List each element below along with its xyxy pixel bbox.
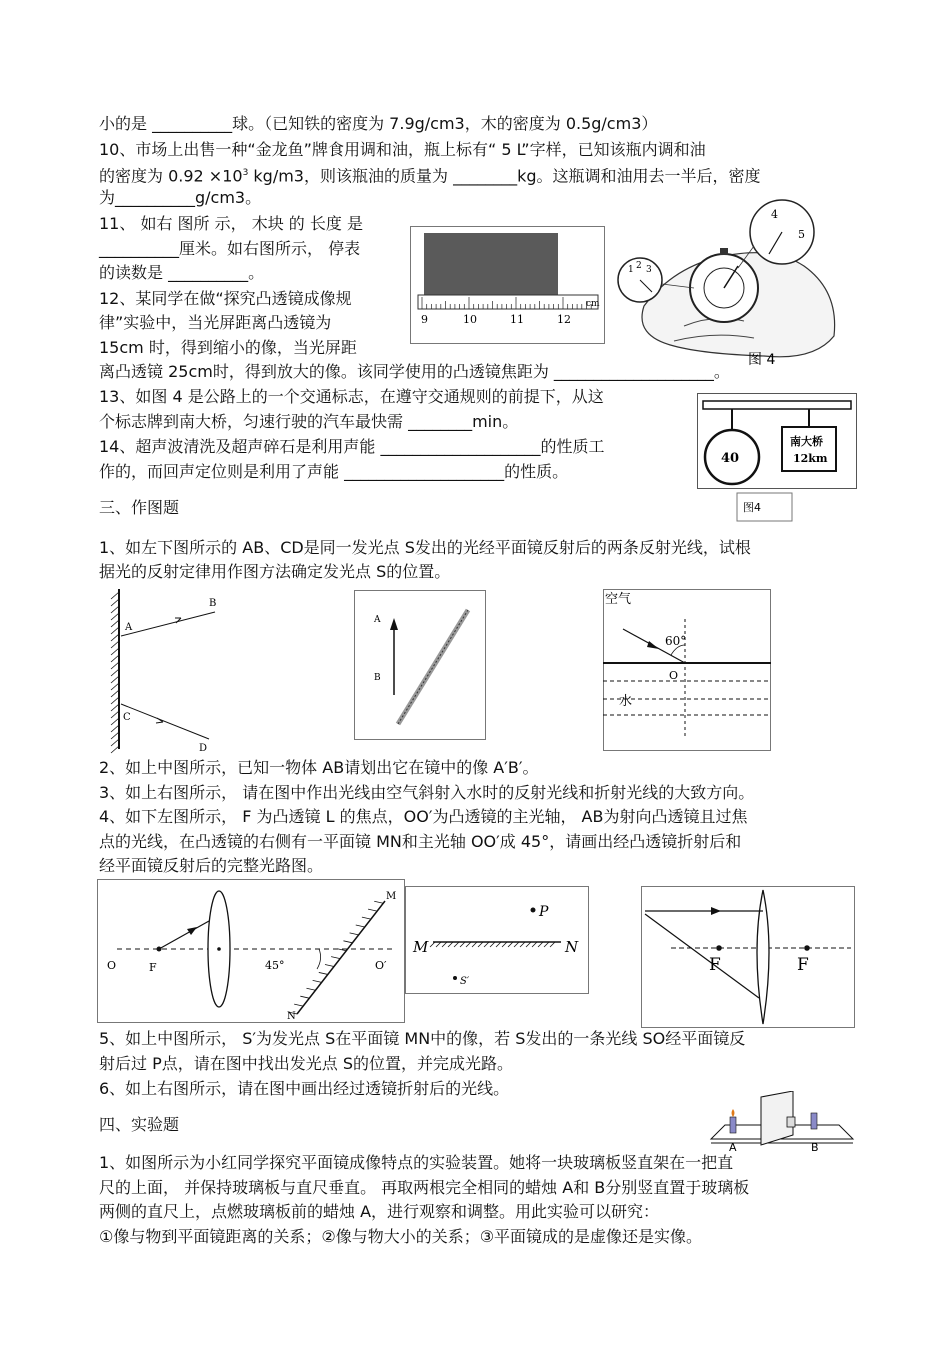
candle-label-a: A <box>729 1141 737 1153</box>
text-line-10: 15cm 时，得到缩小的像，当光屏距 <box>99 338 357 357</box>
text-line-25: 6、如上右图所示，请在图中画出经过透镜折射后的光线。 <box>99 1079 510 1098</box>
ruler-tick-12: 12 <box>557 313 571 326</box>
text-line-1: 小的是 __________球。（已知铁的密度为 7.9g/cm3，木的密度为 0.5g/cm3） <box>99 114 658 133</box>
text-line-21: 点的光线，在凸透镜的右侧有一平面镜 MN和主光轴 OO′成 45°，请画出经凸透镜折射后和 <box>99 832 742 851</box>
lens-focus-left <box>716 945 722 951</box>
speed-limit-value: 40 <box>721 451 740 466</box>
small-dial-label-2: 2 <box>636 261 642 271</box>
large-dial-label-5: 5 <box>798 228 805 241</box>
text-line-28: 两侧的直尺上，点燃玻璃板前的蜡烛 A，进行观察和调整。用此实验可以研究： <box>99 1202 660 1221</box>
text-line-20: 4、如下左图所示， F 为凸透镜 L 的焦点，OO′为凸透镜的主光轴， AB为射向凸透镜且过焦 <box>99 807 748 826</box>
label-o: O <box>107 959 117 972</box>
destination-distance: 12km <box>793 452 828 465</box>
mirror-label-n: N <box>565 938 579 956</box>
text-line-3a: 的密度为 0.92 ×10 <box>99 166 243 186</box>
small-dial-label-3: 3 <box>646 265 652 275</box>
destination-name: 南大桥 <box>790 435 823 448</box>
text-line-11: 离凸透镜 25cm时，得到放大的像。该同学使用的凸透镜焦距为 ____________________。 <box>99 362 730 381</box>
small-dial-label-1: 1 <box>628 265 634 275</box>
text-line-6: __________厘米。如右图所示， 停表 <box>99 239 361 258</box>
text-line-16: 1、如左下图所示的 AB、CD是同一发光点 S发出的光经平面镜反射后的两条反射光线，试根 <box>99 538 751 557</box>
label-o-prime: O′ <box>375 959 387 972</box>
label-a: A <box>125 622 133 633</box>
incident-ray-ab <box>159 921 209 949</box>
large-dial-label-4: 4 <box>771 208 778 221</box>
mirror-label-m: M <box>413 938 429 956</box>
label-n: N <box>287 1011 296 1022</box>
section-4-heading: 四、实验题 <box>99 1115 180 1134</box>
candle-label-b: B <box>811 1141 819 1153</box>
label-c: C <box>123 712 131 723</box>
lens-focus-right <box>804 945 810 951</box>
air-water-figure <box>603 589 771 751</box>
text-line-14: 14、超声波清洗及超声碎石是利用声能 ____________________的性质工 <box>99 437 605 456</box>
object-label-b: B <box>374 673 381 683</box>
text-line-29: ①像与物到平面镜距离的关系；②像与物大小的关系；③平面镜成的是虚像还是实像。 <box>99 1227 703 1246</box>
ray-ab <box>121 612 215 636</box>
text-line-17: 据光的反射定律用作图方法确定发光点 S的位置。 <box>99 562 451 581</box>
point-s-prime <box>453 976 457 980</box>
candle-a-flame <box>732 1109 735 1117</box>
text-line-23: 5、如上中图所示， S′为发光点 S在平面镜 MN中的像，若 S发出的一条光线 SO经平面镜反 <box>99 1029 746 1048</box>
candle-a <box>730 1117 736 1133</box>
label-b: B <box>209 598 217 609</box>
text-line-27: 尺的上面， 并保持玻璃板与直尺垂直。 再取两根完全相同的蜡烛 A和 B分别竖直置于玻璃板 <box>99 1178 750 1197</box>
text-line-7: 的读数是 __________。 <box>99 263 265 282</box>
mirror-mn <box>297 901 385 1014</box>
candle-setup-figure <box>707 1091 857 1153</box>
ray-cd <box>121 704 209 739</box>
text-line-9: 律”实验中，当光屏距离凸透镜为 <box>99 313 332 332</box>
sign-caption: 图4 <box>743 501 761 514</box>
focal-ray <box>645 914 759 998</box>
ruler-tick-9: 9 <box>421 313 428 326</box>
angle-label: 60° <box>665 634 687 648</box>
point-o-label: O <box>669 669 679 682</box>
wood-block <box>424 233 558 295</box>
figure-4-caption: 图 4 <box>748 352 776 368</box>
ruler-tick-10: 10 <box>463 313 477 326</box>
ruler-tick-11: 11 <box>510 313 524 326</box>
ruler-figure <box>410 226 605 344</box>
text-line-5: 11、 如右 图所 示， 木块 的 长度 是 <box>99 214 363 233</box>
label-45: 45° <box>265 959 285 972</box>
label-d: D <box>199 743 208 754</box>
object-label-a: A <box>374 615 381 625</box>
text-line-15: 作的，而回声定位则是利用了声能 ____________________的性质。 <box>99 462 569 481</box>
reflected-rays-figure <box>97 584 223 754</box>
traffic-sign-figure <box>697 393 857 523</box>
text-line-3b: kg/m3，则该瓶油的质量为 ________kg。这瓶调和油用去一半后，密度 <box>248 166 761 186</box>
text-line-26: 1、如图所示为小红同学探究平面镜成像特点的实验装置。她将一块玻璃板竖直架在一把直 <box>99 1153 734 1172</box>
label-f: F <box>149 961 157 974</box>
text-line-12: 13、如图 4 是公路上的一个交通标志，在遵守交通规则的前提下，从这 <box>99 387 604 406</box>
convex-lens-2 <box>757 890 769 1024</box>
water-label: 水 <box>619 694 633 709</box>
text-line-24: 射后过 P点，请在图中找出发光点 S的位置，并完成光路。 <box>99 1054 513 1073</box>
lens-focus-label-right: F <box>797 955 809 975</box>
mirror-mn-figure <box>405 886 589 994</box>
label-m: M <box>386 891 397 902</box>
text-line-2: 10、市场上出售一种“金龙鱼”牌食用调和油，瓶上标有“ 5 L”字样，已知该瓶内调和油 <box>99 140 706 159</box>
sign-crossbar <box>703 401 851 409</box>
text-line-13: 个标志牌到南大桥，匀速行驶的汽车最快需 ________min。 <box>99 412 519 431</box>
text-line-4: 为__________g/cm3。 <box>99 188 262 207</box>
text-line-3 <box>99 162 761 187</box>
label-s-prime: S′ <box>460 976 470 987</box>
ruler-body <box>418 295 598 309</box>
point-p <box>531 908 536 913</box>
text-line-8: 12、某同学在做“探究凸透镜成像规 <box>99 289 352 308</box>
air-label: 空气 <box>605 592 632 607</box>
lens-mirror-figure <box>97 879 405 1023</box>
lens-focus-label-left: F <box>709 955 721 975</box>
section-3-heading: 三、作图题 <box>99 498 180 517</box>
stopwatch-figure <box>614 196 854 376</box>
object-mirror-figure <box>354 590 486 740</box>
lens-rays-figure <box>641 886 855 1028</box>
text-line-22: 经平面镜反射后的完整光路图。 <box>99 856 324 875</box>
label-p: P <box>539 904 549 920</box>
text-line-19: 3、如上右图所示， 请在图中作出光线由空气斜射入水时的反射光线和折射光线的大致方向。 <box>99 783 755 802</box>
candle-b <box>811 1113 817 1129</box>
text-line-18: 2、如上中图所示，已知一物体 AB请划出它在镜中的像 A′B′。 <box>99 758 539 777</box>
superscript-3: 3 <box>242 168 249 178</box>
ruler-unit: cm <box>586 299 600 309</box>
